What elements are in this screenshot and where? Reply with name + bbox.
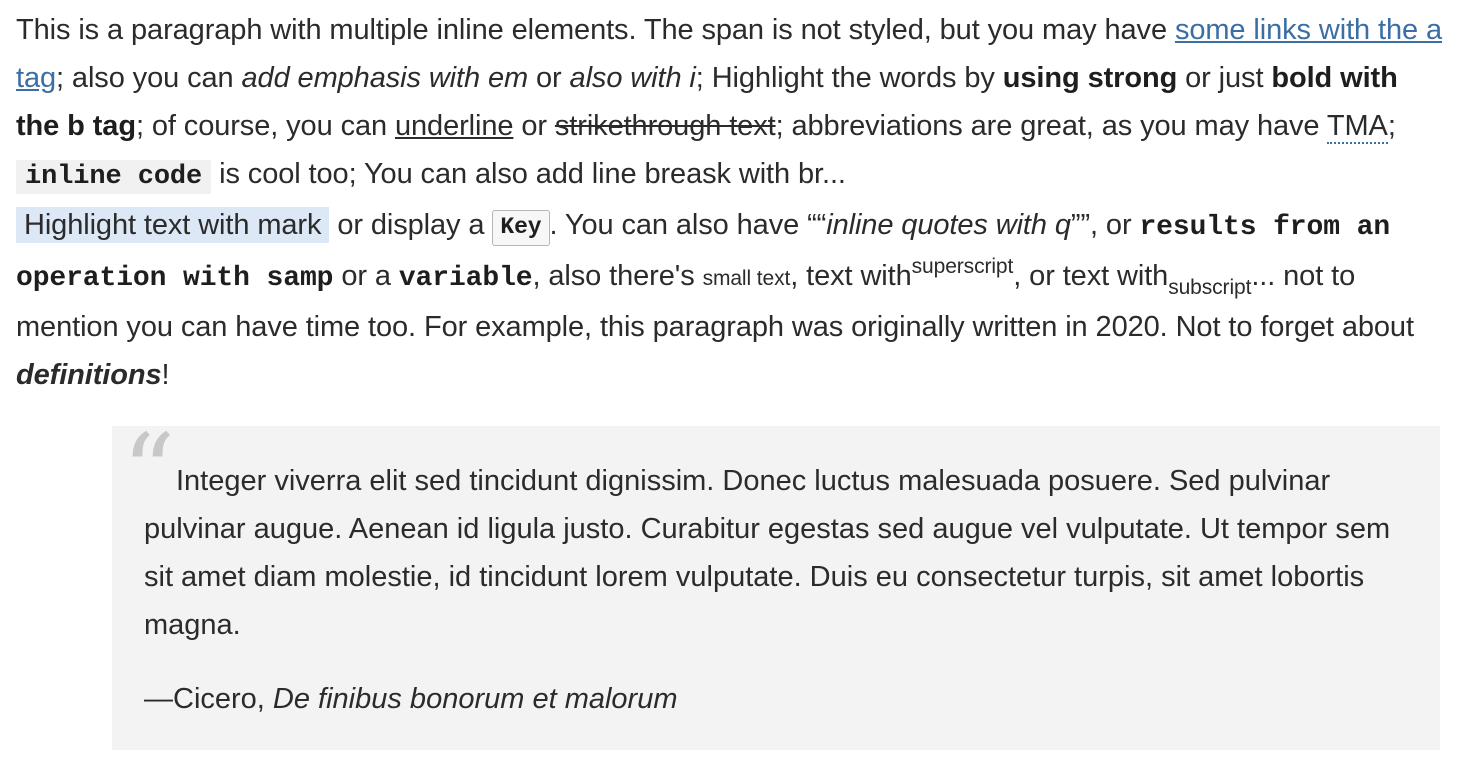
close-quote-mark: ” xyxy=(1070,209,1081,241)
underline-text: underline xyxy=(394,110,514,142)
subscript-text: subscript xyxy=(1168,276,1252,299)
text: . Not to forget about xyxy=(1159,311,1414,343)
text: , also there's xyxy=(532,260,703,292)
text: or xyxy=(513,110,555,142)
text: or a xyxy=(333,260,399,292)
small-text: small text xyxy=(702,267,791,290)
bold-text: bold with the b tag xyxy=(16,62,1398,142)
text: ; of course, you can xyxy=(135,110,395,142)
text: ; xyxy=(1387,110,1396,142)
strong-text: using strong xyxy=(1002,62,1178,94)
text: , or xyxy=(1090,209,1140,241)
blockquote-text xyxy=(144,457,1414,649)
text: . You can also have xyxy=(549,209,808,241)
blockquote xyxy=(112,411,1440,750)
text: or just xyxy=(1177,62,1272,94)
italic-text: also with i xyxy=(569,62,696,94)
text: is cool too; You can also add line breask with br... xyxy=(211,158,846,190)
strikethrough-text: strikethrough text xyxy=(554,110,776,142)
text: ; also you can xyxy=(56,62,242,94)
text: This is a paragraph with multiple inline elements. The span is not styled, but you may have xyxy=(16,14,1175,46)
sample-output: results from an operation with samp xyxy=(16,212,1391,294)
quote-mark-icon: “ xyxy=(122,411,176,533)
text: or display a xyxy=(329,209,493,241)
inline-link[interactable]: some links with the a tag xyxy=(16,14,1443,94)
text: or xyxy=(528,62,570,94)
keyboard-key: Key xyxy=(492,210,549,246)
text: ; abbreviations are great, as you may have xyxy=(775,110,1327,142)
text: , text with xyxy=(790,260,912,292)
citation-author: —Cicero, xyxy=(144,683,273,715)
text: ! xyxy=(161,359,170,391)
time-element: 2020 xyxy=(1095,311,1160,343)
citation-work: De finibus bonorum et malorum xyxy=(272,683,678,715)
open-quote-mark: “ xyxy=(816,209,827,241)
text: ; Highlight the words by xyxy=(695,62,1003,94)
text: ... not to mention you can have time too. For example, this paragraph was originally written in xyxy=(16,260,1356,343)
inline-elements-paragraph xyxy=(16,6,1446,399)
highlighted-text: Highlight text with mark xyxy=(16,207,329,243)
emphasis-text: add emphasis with em xyxy=(241,62,529,94)
inline-quote xyxy=(807,209,1090,241)
text: , or text with xyxy=(1013,260,1169,292)
inline-quote-text: inline quotes with q xyxy=(826,209,1071,241)
inline-code: inline code xyxy=(16,160,211,194)
blockquote-body: Integer viverra elit sed tincidunt dignissim. Donec luctus malesuada posuere. Sed pulvinar pulvinar augue. Aenean id ligula justo. Curabitur egestas sed augue vel vulputate. Ut tempor sem sit amet diam molestie, id tincidunt lorem vulputate. Duis eu consectetur turpis, sit amet lobortis magna. xyxy=(144,465,1391,641)
definition-term: definitions xyxy=(16,359,162,391)
variable-text: variable xyxy=(398,263,533,294)
abbreviation[interactable]: TMA xyxy=(1326,110,1388,142)
superscript-text: superscript xyxy=(911,255,1014,278)
blockquote-citation xyxy=(144,675,678,723)
